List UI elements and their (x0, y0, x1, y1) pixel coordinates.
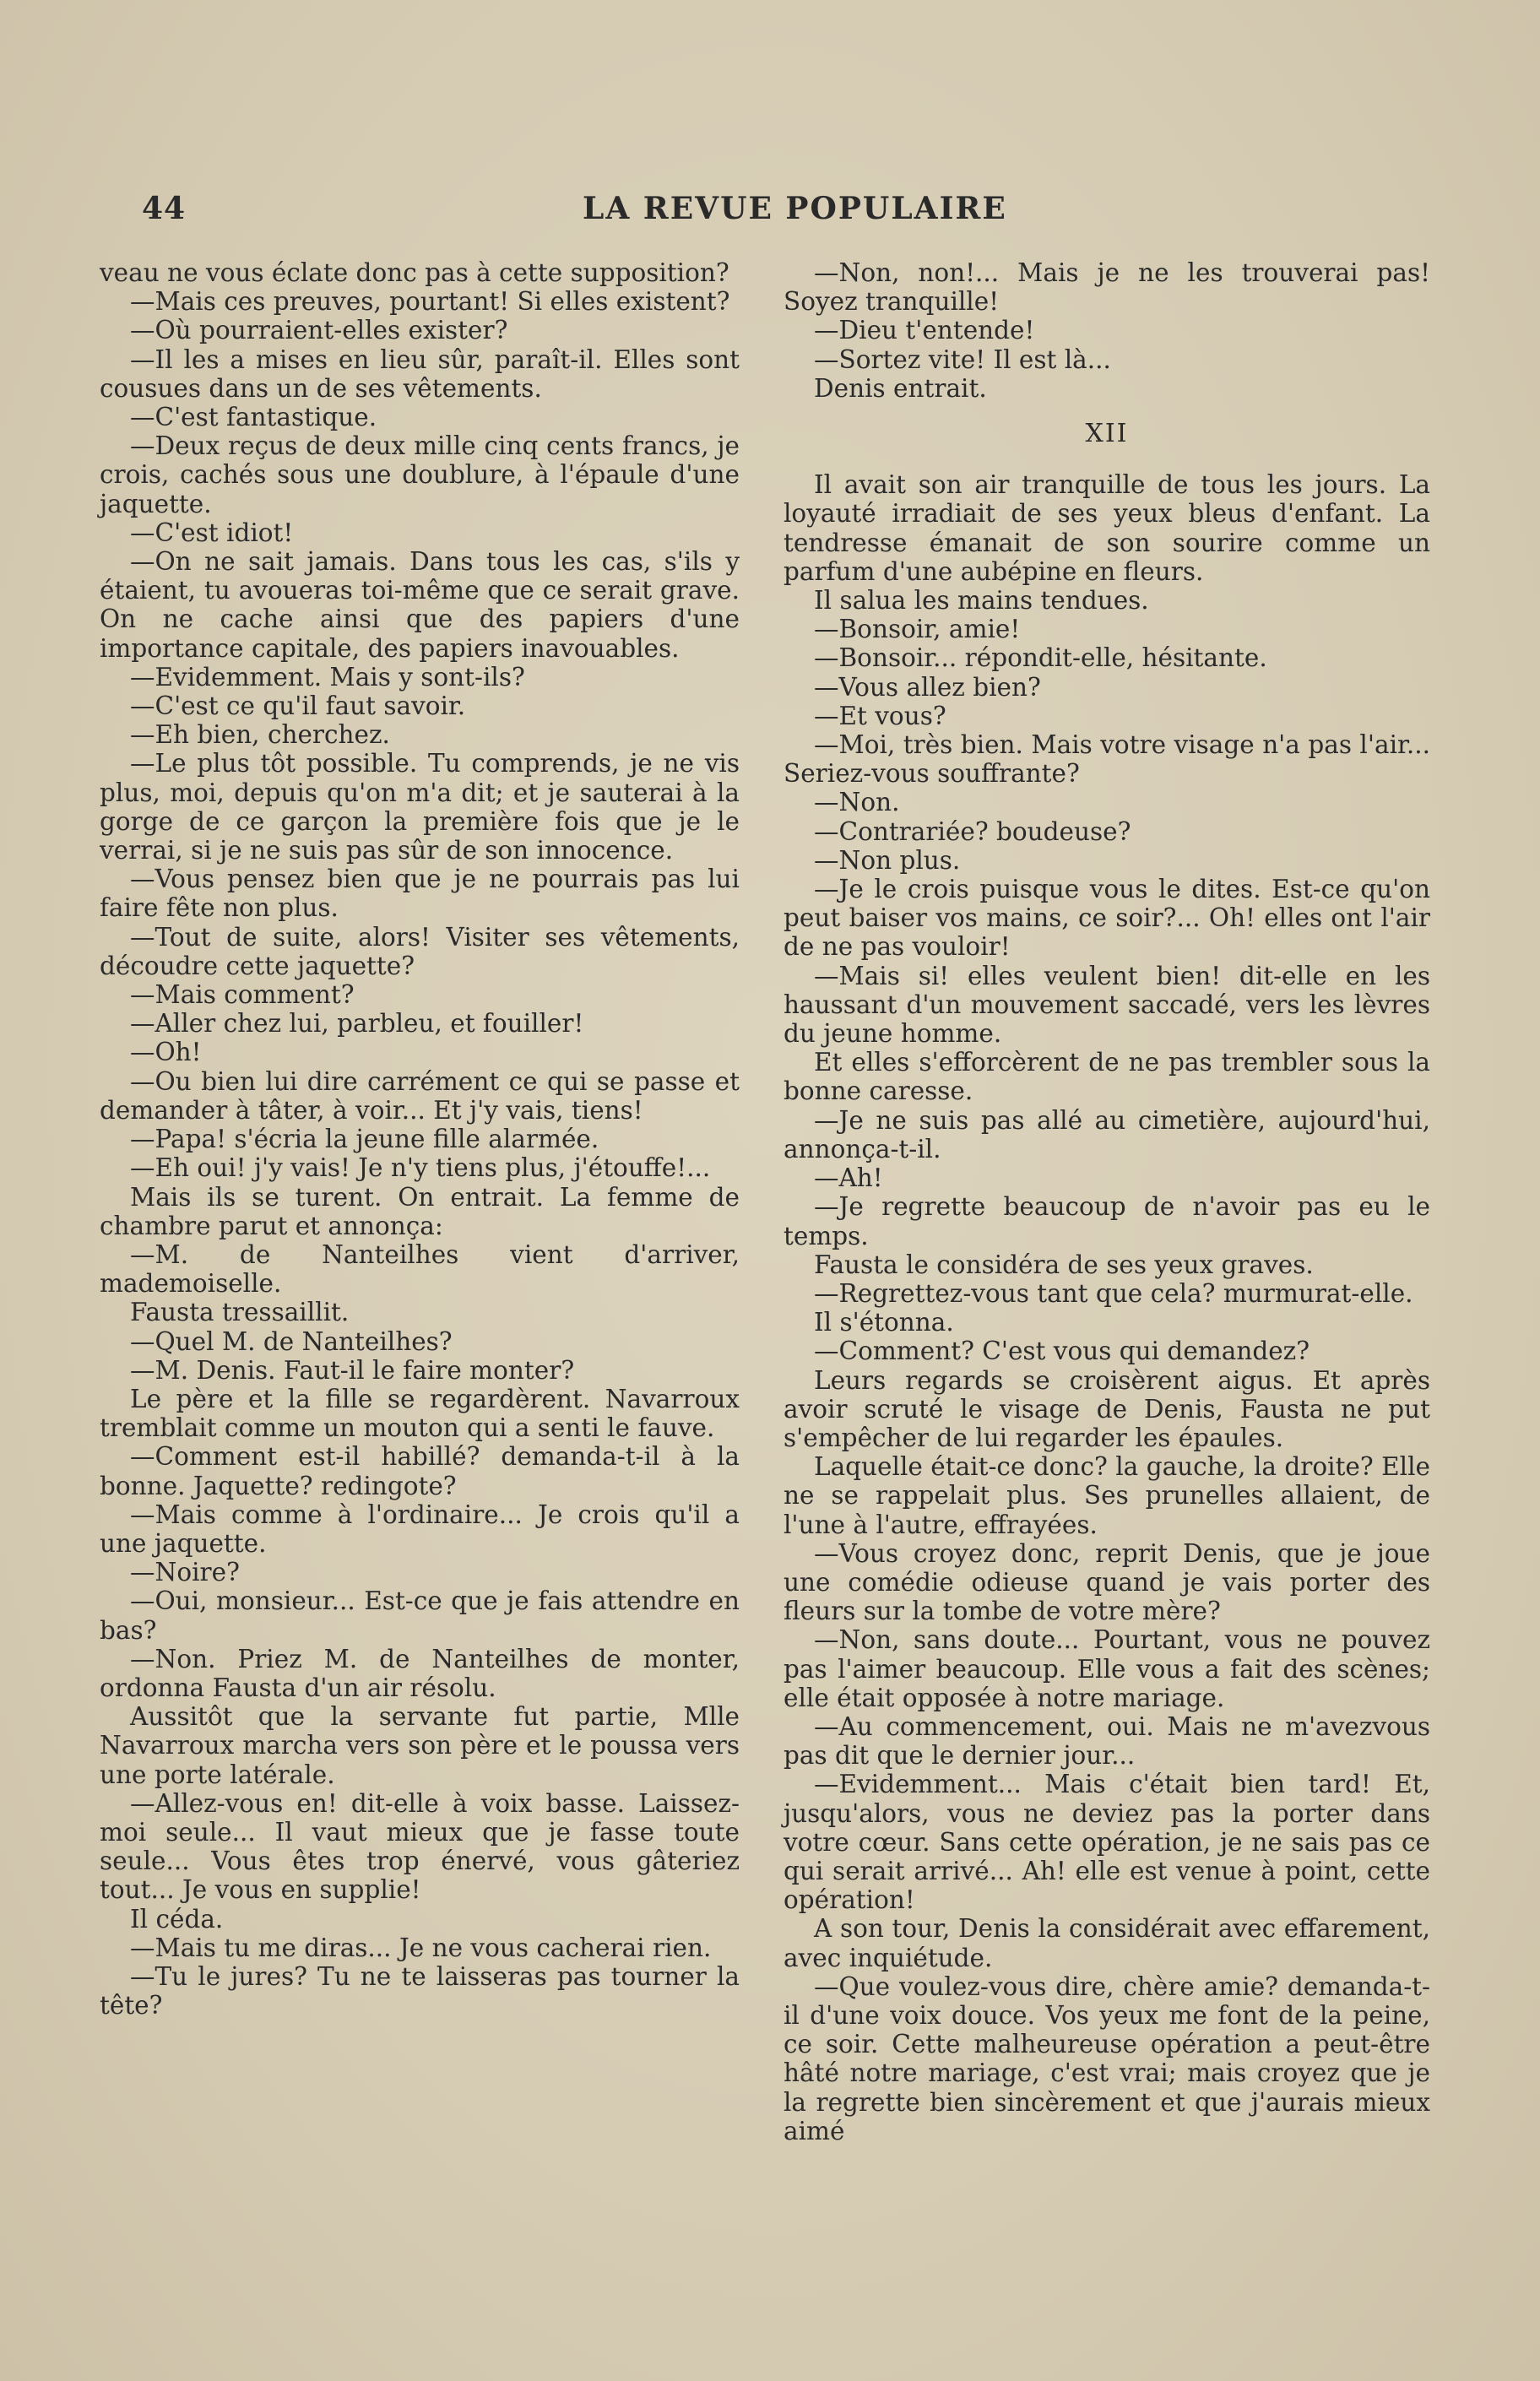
paragraph: Aussitôt que la servante fut partie, Mlle Navarroux marcha vers son père et le poussa vers une porte latérale. (100, 1702, 740, 1789)
paragraph: —Dieu t'entende! (814, 316, 1035, 345)
paragraph: —Non, sans doute... Pourtant, vous ne pouvez pas l'aimer beaucoup. Elle vous a fait des scènes; elle était opposée à notre mariage. (784, 1625, 1430, 1712)
paragraph: Il avait son air tranquille de tous les jours. La loyauté irradiait de ses yeux bleus d'enfant. La tendresse émanait de son sourire comme un parfum d'une aubépine en fleurs. (784, 470, 1430, 586)
paragraph: —Il les a mises en lieu sûr, paraît-il. Elles sont cousues dans un de ses vêtements. (100, 344, 740, 403)
paragraph: Leurs regards se croisèrent aigus. Et après avoir scruté le visage de Denis, Fausta ne put s'empêcher de lui regarder les épaules. (784, 1365, 1430, 1452)
right-column-chapter-text (784, 470, 1430, 2145)
paragraph: veau ne vous éclate donc pas à cette supposition? (100, 258, 729, 287)
paragraph: —Ah! (814, 1163, 883, 1193)
paragraph: —Que voulez-vous dire, chère amie? demanda-t-il d'une voix douce. Vos yeux me font de la peine, ce soir. Cette malheureuse opération a peut-être hâté notre mariage, c'est vrai; mais croyez que je la regrette bien sincèrement et que j'aurais mieux aimé (784, 1972, 1430, 2145)
paragraph: —Bonsoir... répondit-elle, hésitante. (814, 643, 1267, 673)
paragraph: —Vous allez bien? (814, 672, 1041, 702)
chapter-heading: XII (1085, 419, 1129, 449)
paragraph: —Et vous? (814, 701, 946, 730)
paragraph: —Au commencement, oui. Mais ne m'avezvous pas dit que le dernier jour... (784, 1711, 1430, 1771)
paragraph: —Evidemment... Mais c'était bien tard! Et, jusqu'alors, vous ne deviez pas la porter dans votre cœur. Sans cette opération, je ne sais pas ce qui serait arrivé... Ah! elle est venue à point, cette opération! (784, 1770, 1430, 1915)
paragraph: Il céda. (130, 1904, 224, 1934)
paragraph: Fausta tressaillit. (130, 1298, 350, 1327)
paragraph: Fausta le considéra de ses yeux graves. (814, 1250, 1314, 1279)
paragraph: A son tour, Denis la considérait avec effarement, avec inquiétude. (784, 1914, 1430, 1972)
paragraph: —Non plus. (814, 845, 961, 875)
paragraph: —Ou bien lui dire carrément ce qui se passe et demander à tâter, à voir... Et j'y vais, tiens! (100, 1066, 740, 1125)
paragraph: —Je regrette beaucoup de n'avoir pas eu le temps. (784, 1192, 1430, 1250)
paragraph: —Mais ces preuves, pourtant! Si elles existent? (130, 287, 730, 317)
running-title: LA REVUE POPULAIRE (583, 191, 1007, 226)
paragraph: —Mais si! elles veulent bien! dit-elle en les haussant d'un mouvement saccadé, vers les lèvres du jeune homme. (784, 961, 1430, 1049)
page-number: 44 (142, 191, 187, 226)
paragraph: —Bonsoir, amie! (814, 615, 1021, 644)
paragraph: Mais ils se turent. On entrait. La femme de chambre parut et annonça: (100, 1182, 740, 1240)
paragraph: Et elles s'efforcèrent de ne pas trembler sous la bonne caresse. (784, 1048, 1430, 1106)
paragraph: —Papa! s'écria la jeune fille alarmée. (130, 1125, 599, 1154)
paragraph: —Comment est-il habillé? demanda-t-il à la bonne. Jaquette? redingote? (100, 1442, 740, 1500)
paragraph: —Comment? C'est vous qui demandez? (814, 1337, 1310, 1366)
paragraph: Le père et la fille se regardèrent. Navarroux tremblait comme un mouton qui a senti le fauve. (100, 1384, 740, 1443)
paragraph: —Noire? (130, 1558, 240, 1587)
paragraph: —Aller chez lui, parbleu, et fouiller! (130, 1009, 584, 1039)
paragraph: Laquelle était-ce donc? la gauche, la droite? Elle ne se rappelait plus. Ses prunelles allaient, de l'une à l'autre, effrayées. (784, 1452, 1430, 1539)
paragraph: —Non. Priez M. de Nanteilhes de monter, ordonna Fausta d'un air résolu. (100, 1644, 740, 1702)
paragraph: —Evidemment. Mais y sont-ils? (130, 662, 525, 692)
paragraph: —C'est fantastique. (130, 403, 377, 432)
paragraph: —C'est ce qu'il faut savoir. (130, 692, 466, 721)
paragraph: —Regrettez-vous tant que cela? murmurat-elle. (814, 1278, 1413, 1308)
paragraph: —Tout de suite, alors! Visiter ses vêtements, découdre cette jaquette? (100, 922, 740, 980)
paragraph: —Mais comment? (130, 980, 355, 1010)
paragraph: —Le plus tôt possible. Tu comprends, je ne vis plus, moi, depuis qu'on m'a dit; et je sauterai à la gorge de ce garçon la première fois que je le verrai, si je ne suis pas sûr de son innocence. (100, 749, 740, 865)
paragraph: —Oh! (130, 1038, 202, 1067)
paragraph: —Sortez vite! Il est là... (814, 344, 1111, 374)
paragraph: —C'est idiot! (130, 518, 294, 547)
paragraph: —Moi, très bien. Mais votre visage n'a pas l'air... Seriez-vous souffrante? (784, 730, 1430, 789)
paragraph: —Je ne suis pas allé au cimetière, aujourd'hui, annonça-t-il. (784, 1105, 1430, 1163)
paragraph: —Mais tu me diras... Je ne vous cacherai rien. (130, 1933, 712, 1962)
paragraph: —Tu le jures? Tu ne te laisseras pas tourner la tête? (100, 1961, 740, 2020)
paragraph: —Quel M. de Nanteilhes? (130, 1326, 453, 1356)
paragraph: —Non, non!... Mais je ne les trouverai pas! Soyez tranquille! (784, 258, 1430, 317)
paragraph: —Vous pensez bien que je ne pourrais pas lui faire fête non plus. (100, 865, 740, 923)
paragraph: —Allez-vous en! dit-elle à voix basse. Laissez-moi seule... Il vaut mieux que je fasse toute seule... Vous êtes trop énervé, vous gâteriez tout... Je vous en supplie! (100, 1788, 740, 1905)
paragraph: Il salua les mains tendues. (814, 586, 1149, 616)
paragraph: —M. Denis. Faut-il le faire monter? (130, 1355, 575, 1385)
paragraph: —Non. (814, 788, 900, 817)
paragraph: Denis entrait. (814, 373, 987, 403)
right-text-column (784, 258, 1430, 2145)
paragraph: —Eh oui! j'y vais! Je n'y tiens plus, j'étouffe!... (130, 1153, 711, 1183)
paragraph: —On ne sait jamais. Dans tous les cas, s'ils y étaient, tu avoueras toi-même que ce serait grave. On ne cache ainsi que des papiers d'une importance capitale, des papiers inavouables. (100, 547, 740, 663)
paragraph: —Oui, monsieur... Est-ce que je fais attendre en bas? (100, 1586, 740, 1645)
paragraph: —M. de Nanteilhes vient d'arriver, mademoiselle. (100, 1239, 740, 1299)
paragraph: —Deux reçus de deux mille cinq cents francs, je crois, cachés sous une doublure, à l'épaule d'une jaquette. (100, 431, 740, 518)
paragraph: —Eh bien, cherchez. (130, 720, 390, 750)
paragraph: —Contrariée? boudeuse? (814, 816, 1131, 846)
page-header (0, 187, 1540, 235)
paragraph: —Je le crois puisque vous le dites. Est-ce qu'on peut baiser vos mains, ce soir?... Oh! elles ont l'air de ne pas vouloir! (784, 875, 1430, 962)
paragraph: —Vous croyez donc, reprit Denis, que je joue une comédie odieuse quand je vais porter des fleurs sur la tombe de votre mère? (784, 1538, 1430, 1626)
left-text-column (100, 258, 740, 2020)
right-column-opening (784, 258, 1430, 403)
paragraph: —Où pourraient-elles exister? (130, 316, 508, 345)
paragraph: Il s'étonna. (814, 1308, 954, 1337)
paragraph: —Mais comme à l'ordinaire... Je crois qu'il a une jaquette. (100, 1500, 740, 1558)
